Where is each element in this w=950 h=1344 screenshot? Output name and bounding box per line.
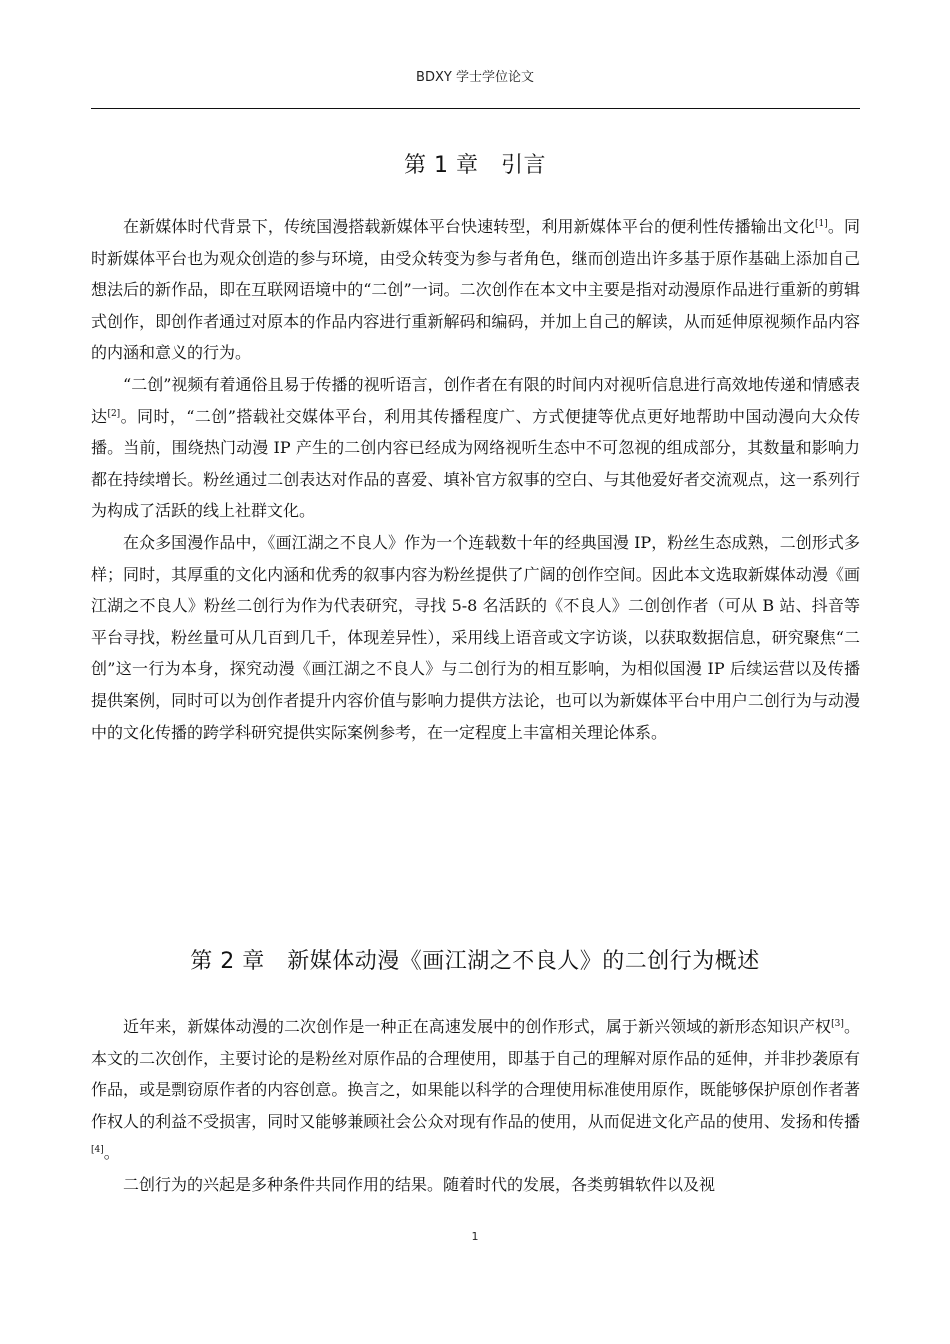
paragraph-text: “二创”视频有着通俗且易于传播的视听语言，创作者在有限的时间内对视听信息进行高效地传递和情感表达 [91, 374, 860, 426]
citation-1: [1] [815, 219, 828, 229]
paragraph-text: 。 [103, 1143, 120, 1163]
chapter-1-paragraph-2 [91, 369, 860, 527]
citation-3: [3] [831, 1019, 844, 1029]
chapter-1-body [91, 211, 860, 748]
paragraph-text: 近年来，新媒体动漫的二次创作是一种正在高速发展中的创作形式，属于新兴领域的新形态知识产权 [123, 1017, 832, 1036]
running-header: BDXY 学士学位论文 [416, 70, 534, 85]
chapter-2-heading: 第 2 章 新媒体动漫《画江湖之不良人》的二创行为概述 [190, 949, 760, 974]
header-rule [91, 108, 860, 109]
paragraph-text: 。本文的二次创作，主要讨论的是粉丝对原作品的合理使用，即基于自己的理解对原作品的延伸，并非抄袭原有作品，或是剽窃原作者的内容创意。换言之，如果能以科学的合理使用标准使用原作，既能够保护原创作者著作权人的利益不受损害，同时又能够兼顾社会公众对现有作品的使用，从而促进文化产品的使用、发扬和传播 [91, 1017, 860, 1131]
chapter-1-heading: 第 1 章 引言 [404, 153, 546, 178]
citation-2: [2] [107, 408, 121, 419]
page-number: 1 [471, 1230, 479, 1243]
citation-4: [4] [91, 1145, 104, 1156]
chapter-2-body [91, 1011, 860, 1201]
chapter-2-paragraph-2: 二创行为的兴起是多种条件共同作用的结果。随着时代的发展，各类剪辑软件以及视 [123, 1174, 716, 1194]
chapter-2-paragraph-1 [91, 1011, 860, 1169]
paragraph-text: 。同时，“二创”搭载社交媒体平台，利用其传播程度广、方式便捷等优点更好地帮助中国动漫向大众传播。当前，围绕热门动漫 IP 产生的二创内容已经成为网络视听生态中不可忽视的组成部分，其数量和影响力都在持续增长。粉丝通过二创表达对作品的喜爱、填补官方叙事的空白、与其他爱好者交流观点，这一系列行为构成了活跃的线上社群文化。 [91, 406, 860, 521]
chapter-1-paragraph-3: 在众多国漫作品中，《画江湖之不良人》作为一个连载数十年的经典国漫 IP，粉丝生态成熟，二创形式多样；同时，其厚重的文化内涵和优秀的叙事内容为粉丝提供了广阔的创作空间。因此本文选取新媒体动漫《画江湖之不良人》粉丝二创行为作为代表研究，寻找 5-8 名活跃的《不良人》二创创作者（可从 B 站、抖音等平台寻找，粉丝量可从几百到几千，体现差异性），采用线上语音或文字访谈，以获取数据信息，研究聚焦“二创”这一行为本身，探究动漫《画江湖之不良人》与二创行为的相互影响，为相似国漫 IP 后续运营以及传播提供案例，同时可以为创作者提升内容价值与影响力提供方法论，也可以为新媒体平台中用户二创行为与动漫中的文化传播的跨学科研究提供实际案例参考，在一定程度上丰富相关理论体系。 [91, 532, 860, 742]
paragraph-text: 在新媒体时代背景下，传统国漫搭载新媒体平台快速转型，利用新媒体平台的便利性传播输出文化 [123, 217, 816, 236]
paragraph-text: 。同时新媒体平台也为观众创造的参与环境，由受众转变为参与者角色，继而创造出许多基于原作基础上添加自己想法后的新作品，即在互联网语境中的“二创”一词。二次创作在本文中主要是指对动漫原作品进行重新的剪辑式创作，即创作者通过对原本的作品内容进行重新解码和编码，并加上自己的解读，从而延伸原视频作品内容的内涵和意义的行为。 [91, 217, 860, 363]
chapter-1-paragraph-1 [91, 211, 860, 369]
